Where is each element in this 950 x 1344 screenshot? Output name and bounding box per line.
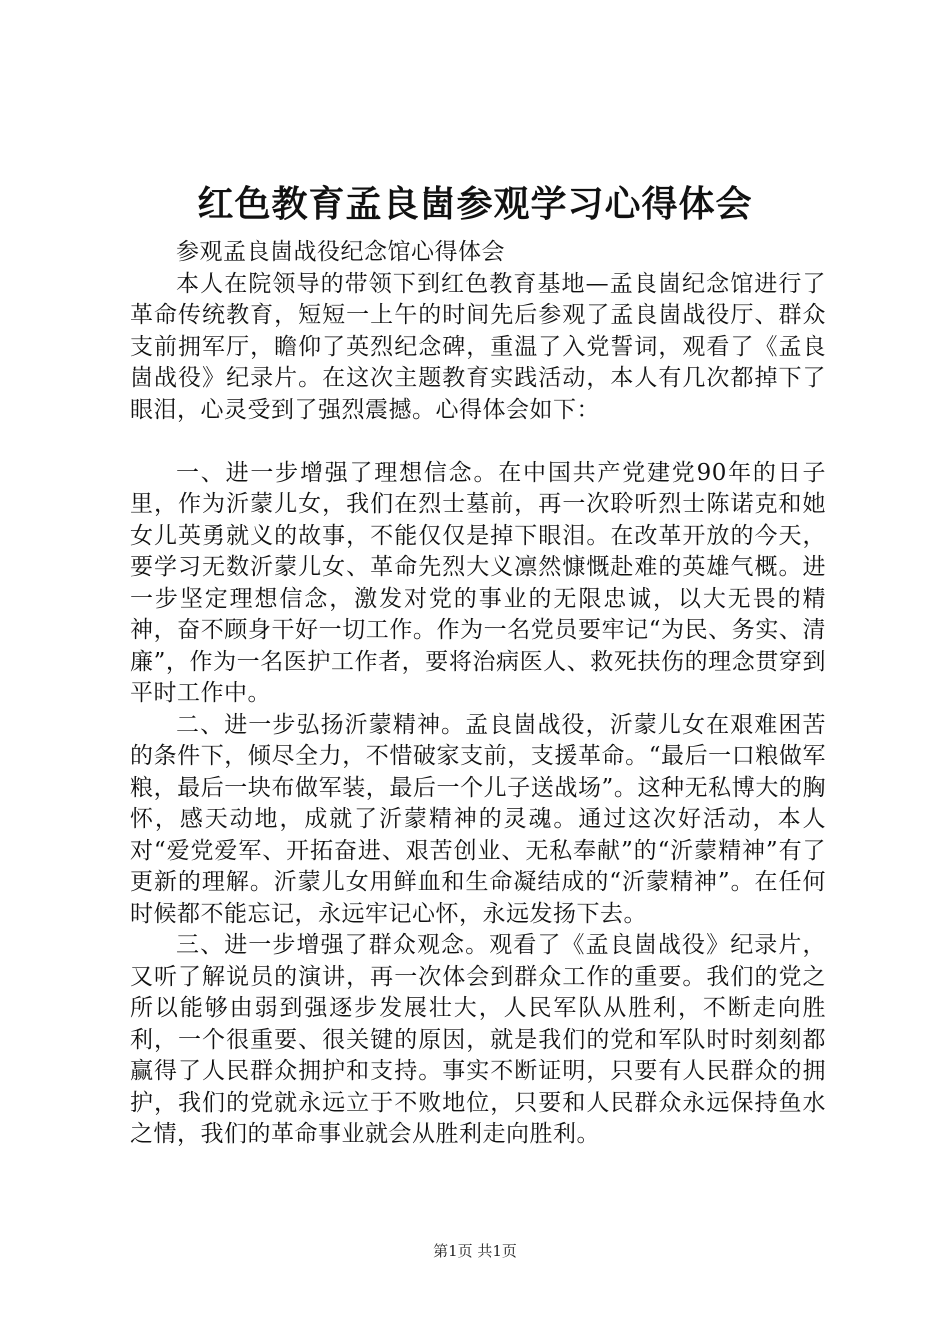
point-one-paragraph: 一、进一步增强了理想信念。在中国共产党建党90年的日子里，作为沂蒙儿女，我们在烈士墓前，再一次聆听烈士陈诺克和她女儿英勇就义的故事，不能仅仅是掉下眼泪。在改革开放的今天，要学习无数沂蒙儿女、革命先烈大义凛然慷慨赴难的英雄气概。进一步坚定理想信念，激发对党的事业的无限忠诚，以大无畏的精神，奋不顾身干好一切工作。作为一名党员要牢记“为民、务实、清廉”，作为一名医护工作者，要将治病医人、救死扶伤的理念贯穿到平时工作中。	[130, 459, 826, 706]
point-three-paragraph: 三、进一步增强了群众观念。观看了《孟良崮战役》纪录片，又听了解说员的演讲，再一次体会到群众工作的重要。我们的党之所以能够由弱到强逐步发展壮大，人民军队从胜利，不断走向胜利，一个很重要、很关键的原因，就是我们的党和军队时时刻刻都赢得了人民群众拥护和支持。事实不断证明，只要有人民群众的拥护，我们的党就永远立于不败地位，只要和人民群众永远保持鱼水之情，我们的革命事业就会从胜利走向胜利。	[130, 932, 826, 1147]
point-two-paragraph: 二、进一步弘扬沂蒙精神。孟良崮战役，沂蒙儿女在艰难困苦的条件下，倾尽全力，不惜破家支前，支援革命。“最后一口粮做军粮，最后一块布做军装，最后一个儿子送战场”。这种无私博大的胸怀，感天动地，成就了沂蒙精神的灵魂。通过这次好活动，本人对“爱党爱军、开拓奋进、艰苦创业、无私奉献”的“沂蒙精神”有了更新的理解。沂蒙儿女用鲜血和生命凝结成的“沂蒙精神”。在任何时候都不能忘记，永远牢记心怀，永远发扬下去。	[130, 711, 826, 927]
document-body	[130, 237, 826, 1151]
intro-paragraph: 本人在院领导的带领下到红色教育基地—孟良崮纪念馆进行了革命传统教育，短短一上午的时间先后参观了孟良崮战役厅、群众支前拥军厅，瞻仰了英烈纪念碑，重温了入党誓词，观看了《孟良崮战役》纪录片。在这次主题教育实践活动，本人有几次都掉下了眼泪，心灵受到了强烈震撼。心得体会如下：	[130, 270, 826, 423]
document-subtitle: 参观孟良崮战役纪念馆心得体会	[176, 239, 505, 265]
paragraph-spacer	[130, 426, 826, 458]
document-title: 红色教育孟良崮参观学习心得体会	[197, 183, 753, 225]
page-number: 第1页 共1页	[433, 1242, 517, 1260]
